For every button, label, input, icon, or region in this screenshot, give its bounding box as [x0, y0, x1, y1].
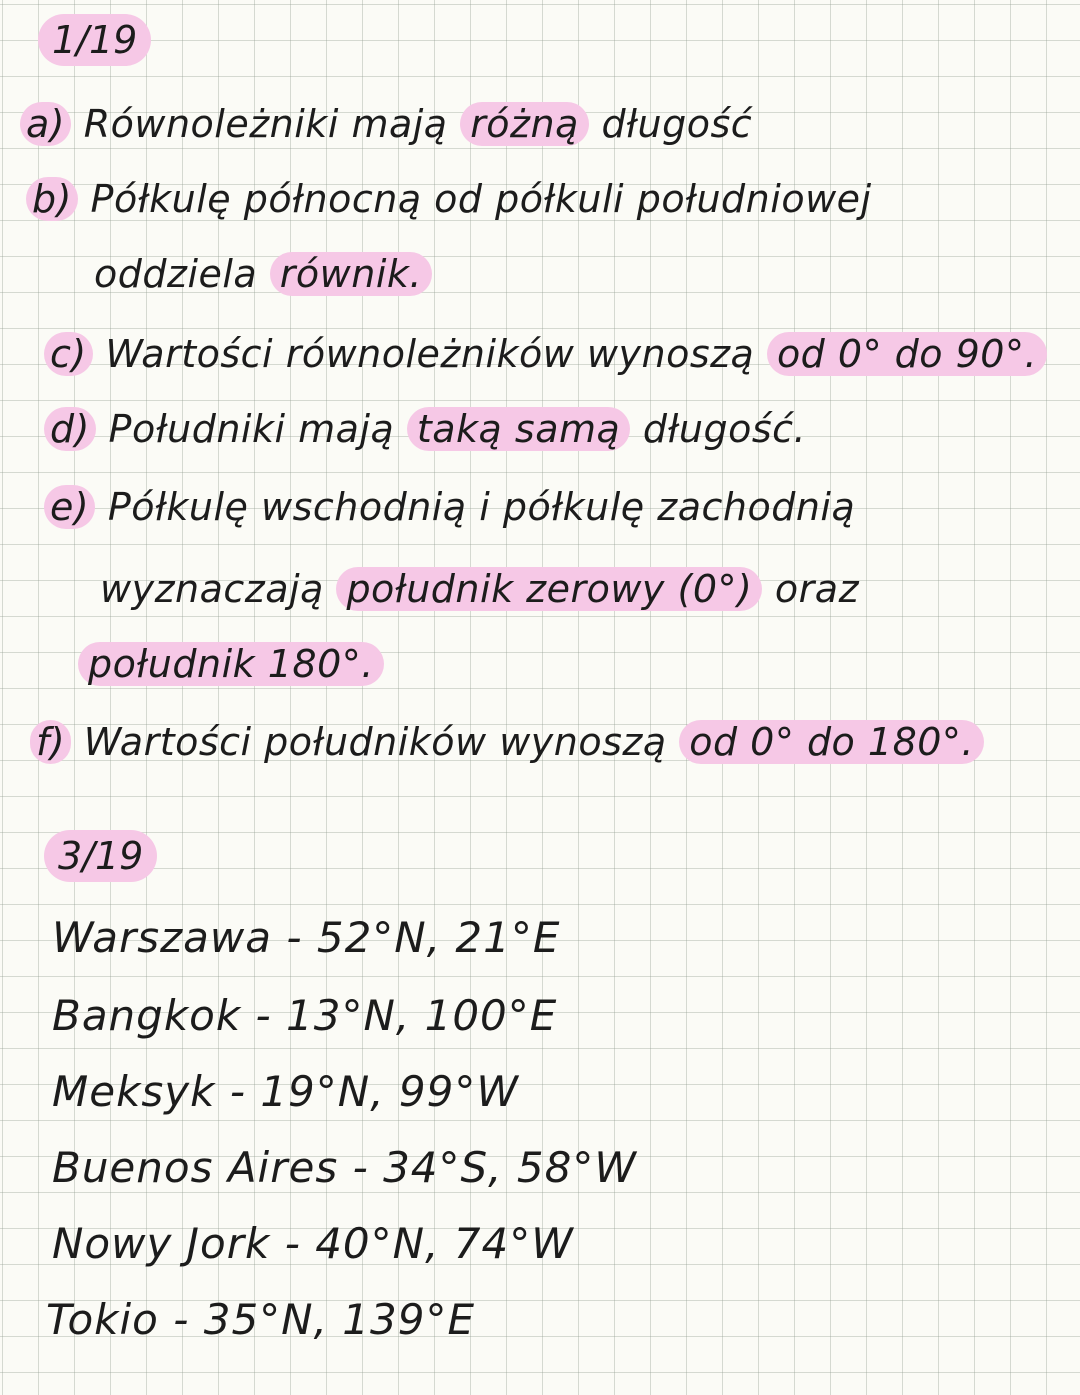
city-separator: -: [215, 1067, 261, 1116]
item-a-highlight: różną: [460, 102, 589, 146]
city-row: [46, 1292, 475, 1348]
city-name: Buenos Aires: [52, 1143, 339, 1192]
city-name: Tokio: [46, 1295, 159, 1344]
item-a-text: Równoleżniki mają: [83, 102, 461, 146]
item-c-highlight: od 0° do 90°.: [767, 332, 1047, 376]
city-row: [52, 1216, 574, 1272]
city-row: [52, 1064, 519, 1120]
city-separator: -: [272, 913, 317, 962]
city-coords: 35°N, 139°E: [203, 1295, 475, 1344]
city-row: [52, 910, 560, 966]
city-coords: 13°N, 100°E: [286, 991, 558, 1040]
city-row: [52, 988, 557, 1044]
item-b-text: Półkulę północną od półkuli południowej: [90, 177, 872, 221]
item-d: [44, 405, 806, 453]
item-f-text: Wartości południków wynoszą: [83, 720, 680, 764]
item-e: [44, 483, 855, 531]
city-separator: -: [270, 1219, 316, 1268]
item-a-after: długość: [588, 102, 753, 146]
city-coords: 34°S, 58°W: [383, 1143, 637, 1192]
item-c: [44, 330, 1047, 378]
city-separator: -: [241, 991, 287, 1040]
city-separator: -: [158, 1295, 204, 1344]
city-separator: -: [338, 1143, 384, 1192]
city-name: Nowy Jork: [52, 1219, 271, 1268]
city-coords: 19°N, 99°W: [260, 1067, 519, 1116]
item-e-label: e): [44, 485, 95, 529]
item-b-highlight: równik.: [270, 252, 432, 296]
section-2-header: 3/19: [44, 830, 157, 882]
item-e-continuation-2: [78, 640, 384, 688]
item-a: [20, 100, 752, 148]
item-e-continuation-1: [100, 565, 859, 613]
item-d-text: Południki mają: [108, 407, 407, 451]
item-e-text: Półkulę wschodnią i półkulę zachodnią: [107, 485, 856, 529]
item-d-after: długość.: [630, 407, 807, 451]
item-c-label: c): [44, 332, 93, 376]
item-e-cont1-text: wyznaczają: [100, 567, 337, 611]
item-b: [26, 175, 872, 223]
item-e-highlight-2: południk 180°.: [78, 642, 384, 686]
item-d-highlight: taką samą: [407, 407, 630, 451]
item-b-cont-text: oddziela: [94, 252, 270, 296]
section-1-header: 1/19: [38, 14, 151, 66]
item-f-highlight: od 0° do 180°.: [679, 720, 984, 764]
item-b-continuation: [94, 250, 432, 298]
item-b-label: b): [26, 177, 78, 221]
item-d-label: d): [44, 407, 96, 451]
city-name: Bangkok: [52, 991, 242, 1040]
item-e-cont1-after: oraz: [762, 567, 860, 611]
item-f-label: f): [30, 720, 71, 764]
city-row: [52, 1140, 637, 1196]
item-e-highlight-1: południk zerowy (0°): [336, 567, 762, 611]
item-a-label: a): [20, 102, 71, 146]
city-name: Warszawa: [52, 913, 272, 962]
city-coords: 40°N, 74°W: [315, 1219, 574, 1268]
city-name: Meksyk: [52, 1067, 216, 1116]
item-c-text: Wartości równoleżników wynoszą: [105, 332, 767, 376]
city-coords: 52°N, 21°E: [316, 913, 561, 962]
item-f: [30, 718, 984, 766]
